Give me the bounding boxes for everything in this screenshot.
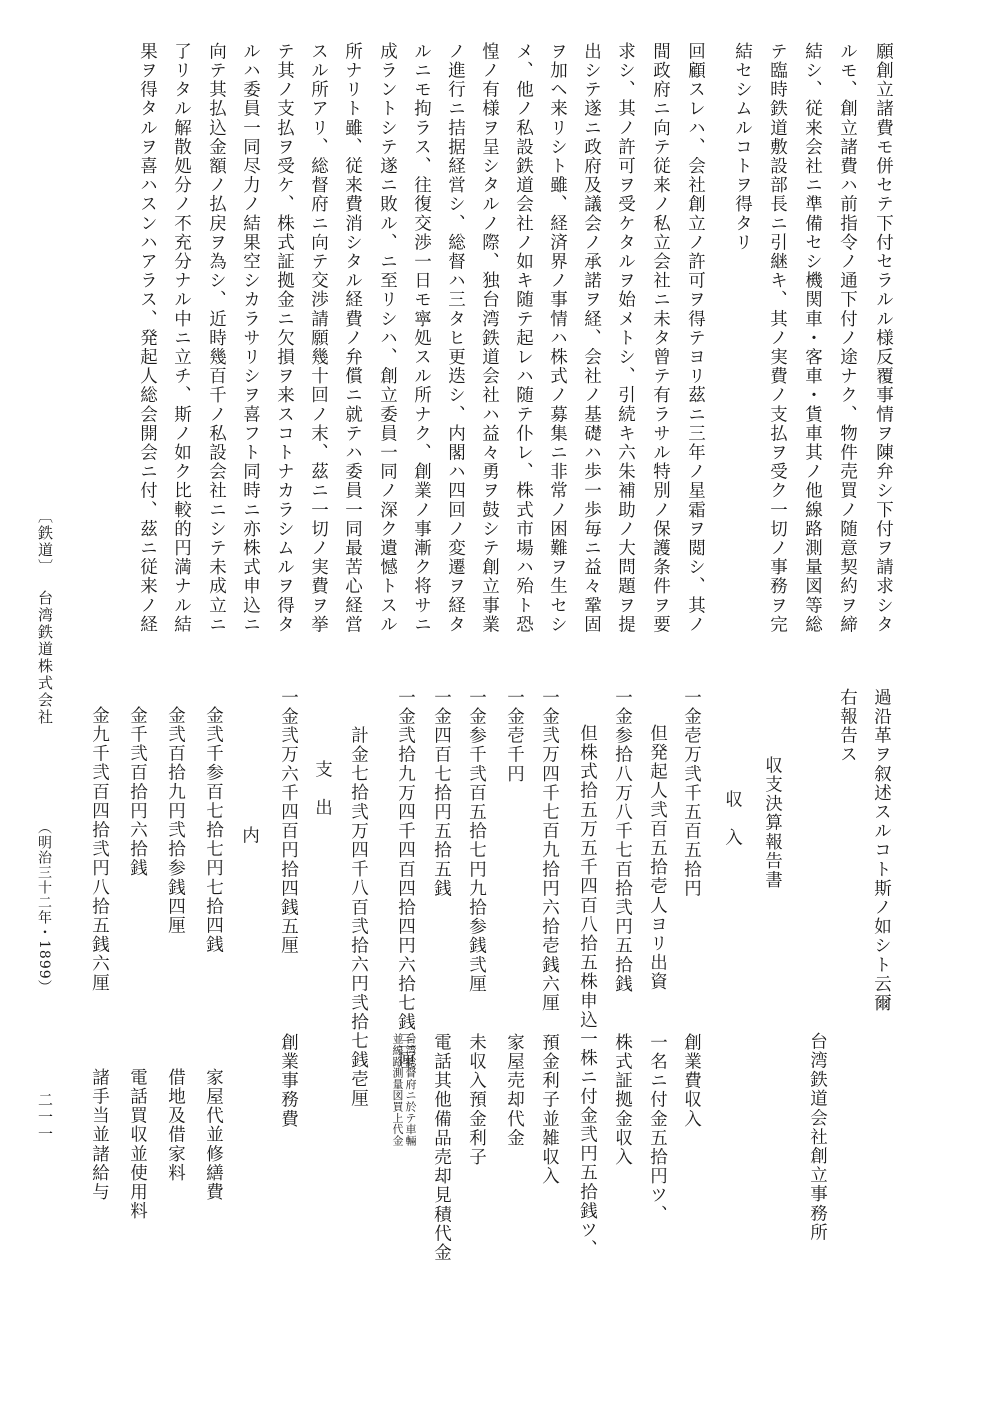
text-column: メ、他ノ私設鉄道会社ノ如キ随テ起レハ随テ仆レ、株式市場ハ殆ト恐 bbox=[513, 42, 534, 635]
income-label: 未収入預金利子 bbox=[466, 1033, 487, 1167]
income-label: 一名ニ付金五拾円ツ、 bbox=[647, 1033, 668, 1224]
income-total: 計金七拾弐万四千八百弐拾六円弐拾七銭壱厘 bbox=[348, 726, 369, 1108]
text-column: ルハ委員一同尽力ノ結果空シカラサリシヲ喜フト同時ニ亦株式申込ニ bbox=[240, 42, 261, 635]
income-label-lower: 並線路測量図買上代金 bbox=[391, 1033, 404, 1146]
breakdown-label: 家屋代並修繕費 bbox=[203, 1068, 224, 1202]
text-column: 求シ、其ノ許可ヲ受ケタルヲ始メトシ、引続キ六朱補助ノ大問題ヲ提 bbox=[615, 42, 636, 635]
footer-company: 台湾鉄道株式会社 bbox=[36, 590, 54, 726]
income-label: 株式証拠金収入 bbox=[612, 1033, 633, 1167]
expense-label: 創業事務費 bbox=[278, 1033, 299, 1129]
income-label: 電話其他備品売却見積代金 bbox=[431, 1033, 452, 1263]
breakdown-amount: 金千弐百拾円六拾銭 bbox=[127, 706, 148, 878]
income-heading: 収 入 bbox=[722, 790, 743, 848]
text-column: 結シ、従来会社ニ準備セシ機関車・客車・貨車其ノ他線路測量図等総 bbox=[802, 42, 823, 635]
income-label-upper: 台湾総督府ニ於テ車輛 bbox=[404, 1033, 417, 1146]
text-column: 回顧スレハ、会社創立ノ許可ヲ得テヨリ茲ニ三年ノ星霜ヲ閲シ、其ノ bbox=[685, 42, 706, 635]
breakdown-label: 諸手当並諸給与 bbox=[89, 1068, 110, 1202]
income-label-split bbox=[392, 1033, 418, 1193]
footer-year: （明治三十二年・1899） bbox=[36, 820, 52, 995]
text-column: 間政府ニ向テ従来ノ私立会社ニ未タ曾テ有ラサル特別ノ保護条件ヲ要 bbox=[650, 42, 671, 635]
text-column: ノ進行ニ拮据経営シ、総督ハ三タヒ更迭シ、内閣ハ四回ノ変遷ヲ経タ bbox=[445, 42, 466, 635]
income-amount: 一金壱万弐千五百五拾円 bbox=[681, 688, 702, 899]
page-number: 二一一 bbox=[36, 1092, 54, 1143]
text-column: 了リタル解散処分ノ不充分ナル中ニ立チ、斯ノ如ク比較的円満ナル結 bbox=[171, 42, 192, 635]
text-column: テ臨時鉄道敷設部長ニ引継キ、其ノ実費ノ支払ヲ受ク一切ノ事務ヲ完 bbox=[767, 42, 788, 635]
income-label: 預金利子並雑収入 bbox=[539, 1033, 560, 1186]
text-column: 果ヲ得タルヲ喜ハスンハアラス、発起人総会開会ニ付、茲ニ従来ノ経 bbox=[137, 42, 158, 635]
text-column: スル所アリ、総督府ニ向テ交渉請願幾十回ノ末、茲ニ一切ノ実費ヲ挙 bbox=[308, 42, 329, 635]
statement-title: 収支決算報告書 bbox=[762, 756, 783, 890]
breakdown-amount: 金九千弐百四拾弐円八拾五銭六厘 bbox=[89, 706, 110, 993]
income-amount: 一金壱千円 bbox=[504, 688, 525, 784]
income-amount: 一金参千弐百五拾七円九拾参銭弐厘 bbox=[466, 688, 487, 994]
text-column: 向テ其払込金額ノ払戻ヲ為シ、近時幾百千ノ私設会社ニシテ未成立ニ bbox=[206, 42, 227, 635]
footer-section: 〔鉄道〕 bbox=[36, 508, 54, 576]
text-column: ルニモ拘ラス、往復交渉一日モ寧処スル所ナク、創業ノ事漸ク将サニ bbox=[411, 42, 432, 635]
text-column: 願創立諸費モ併セテ下付セラルル様反覆事情ヲ陳弁シ下付ヲ請求シタ bbox=[873, 42, 894, 635]
breakdown-amount: 金弐百拾九円弐拾参銭四厘 bbox=[165, 706, 186, 936]
text-column: 成ラントシテ遂ニ敗ル、ニ至リシハ、創立委員一同ノ深ク遺憾トスル bbox=[377, 42, 398, 635]
income-amount: 一金四百七拾円五拾五銭 bbox=[431, 688, 452, 899]
text-column: ヲ加ヘ来リシト雖、経済界ノ事情ハ株式ノ募集ニ非常ノ困難ヲ生セシ bbox=[547, 42, 568, 635]
text-column: テ其ノ支払ヲ受ケ、株式証拠金ニ欠損ヲ来スコトナカラシムルヲ得タ bbox=[274, 42, 295, 635]
income-amount: 但株式拾五万五千四百八拾五株申込一株ニ付金弐円五拾銭ツ、 bbox=[577, 724, 598, 1259]
breakdown-amount: 金弐千参百七拾七円七拾四銭 bbox=[203, 706, 224, 955]
text-column: 所ナリト雖、従来費消シタル経費ノ弁償ニ就テハ委員一同最苦心経営 bbox=[342, 42, 363, 635]
report-line-conclusion: 右報告ス bbox=[837, 688, 858, 765]
breakdown-heading: 内 bbox=[239, 826, 260, 846]
text-column: 惶ノ有様ヲ呈シタルノ際、独台湾鉄道会社ハ益々勇ヲ鼓シテ創立事業 bbox=[479, 42, 500, 635]
expense-amount: 一金弐万六千四百円拾四銭五厘 bbox=[278, 688, 299, 956]
expense-heading: 支 出 bbox=[312, 760, 333, 818]
income-label: 家屋売却代金 bbox=[504, 1033, 525, 1148]
report-line-past: 過沿革ヲ叙述スルコト斯ノ如シト云爾 bbox=[871, 688, 892, 1013]
text-column: 結セシムルコトヲ得タリ bbox=[732, 42, 753, 253]
income-amount: 但発起人弐百五拾壱人ヨリ出資 bbox=[647, 724, 668, 992]
office-name: 台湾鉄道会社創立事務所 bbox=[807, 1032, 828, 1243]
breakdown-label: 借地及借家料 bbox=[165, 1068, 186, 1183]
income-amount: 一金弐万四千七百九拾円六拾壱銭六厘 bbox=[539, 688, 560, 1013]
income-amount: 一金参拾八万八千七百拾弐円五拾銭 bbox=[612, 688, 633, 994]
breakdown-label: 電話買収並使用料 bbox=[127, 1068, 148, 1221]
text-column: ルモ、創立諸費ハ前指令ノ通下付ノ途ナク、物件売買ノ随意契約ヲ締 bbox=[837, 42, 858, 635]
income-amount: 一金弐拾九万四千四百四拾四円六拾七銭三厘 bbox=[395, 688, 416, 1070]
text-column: 出シテ遂ニ政府及議会ノ承諾ヲ経、会社ノ基礎ハ歩一歩毎ニ益々鞏固 bbox=[581, 42, 602, 635]
income-label: 創業費収入 bbox=[681, 1033, 702, 1129]
